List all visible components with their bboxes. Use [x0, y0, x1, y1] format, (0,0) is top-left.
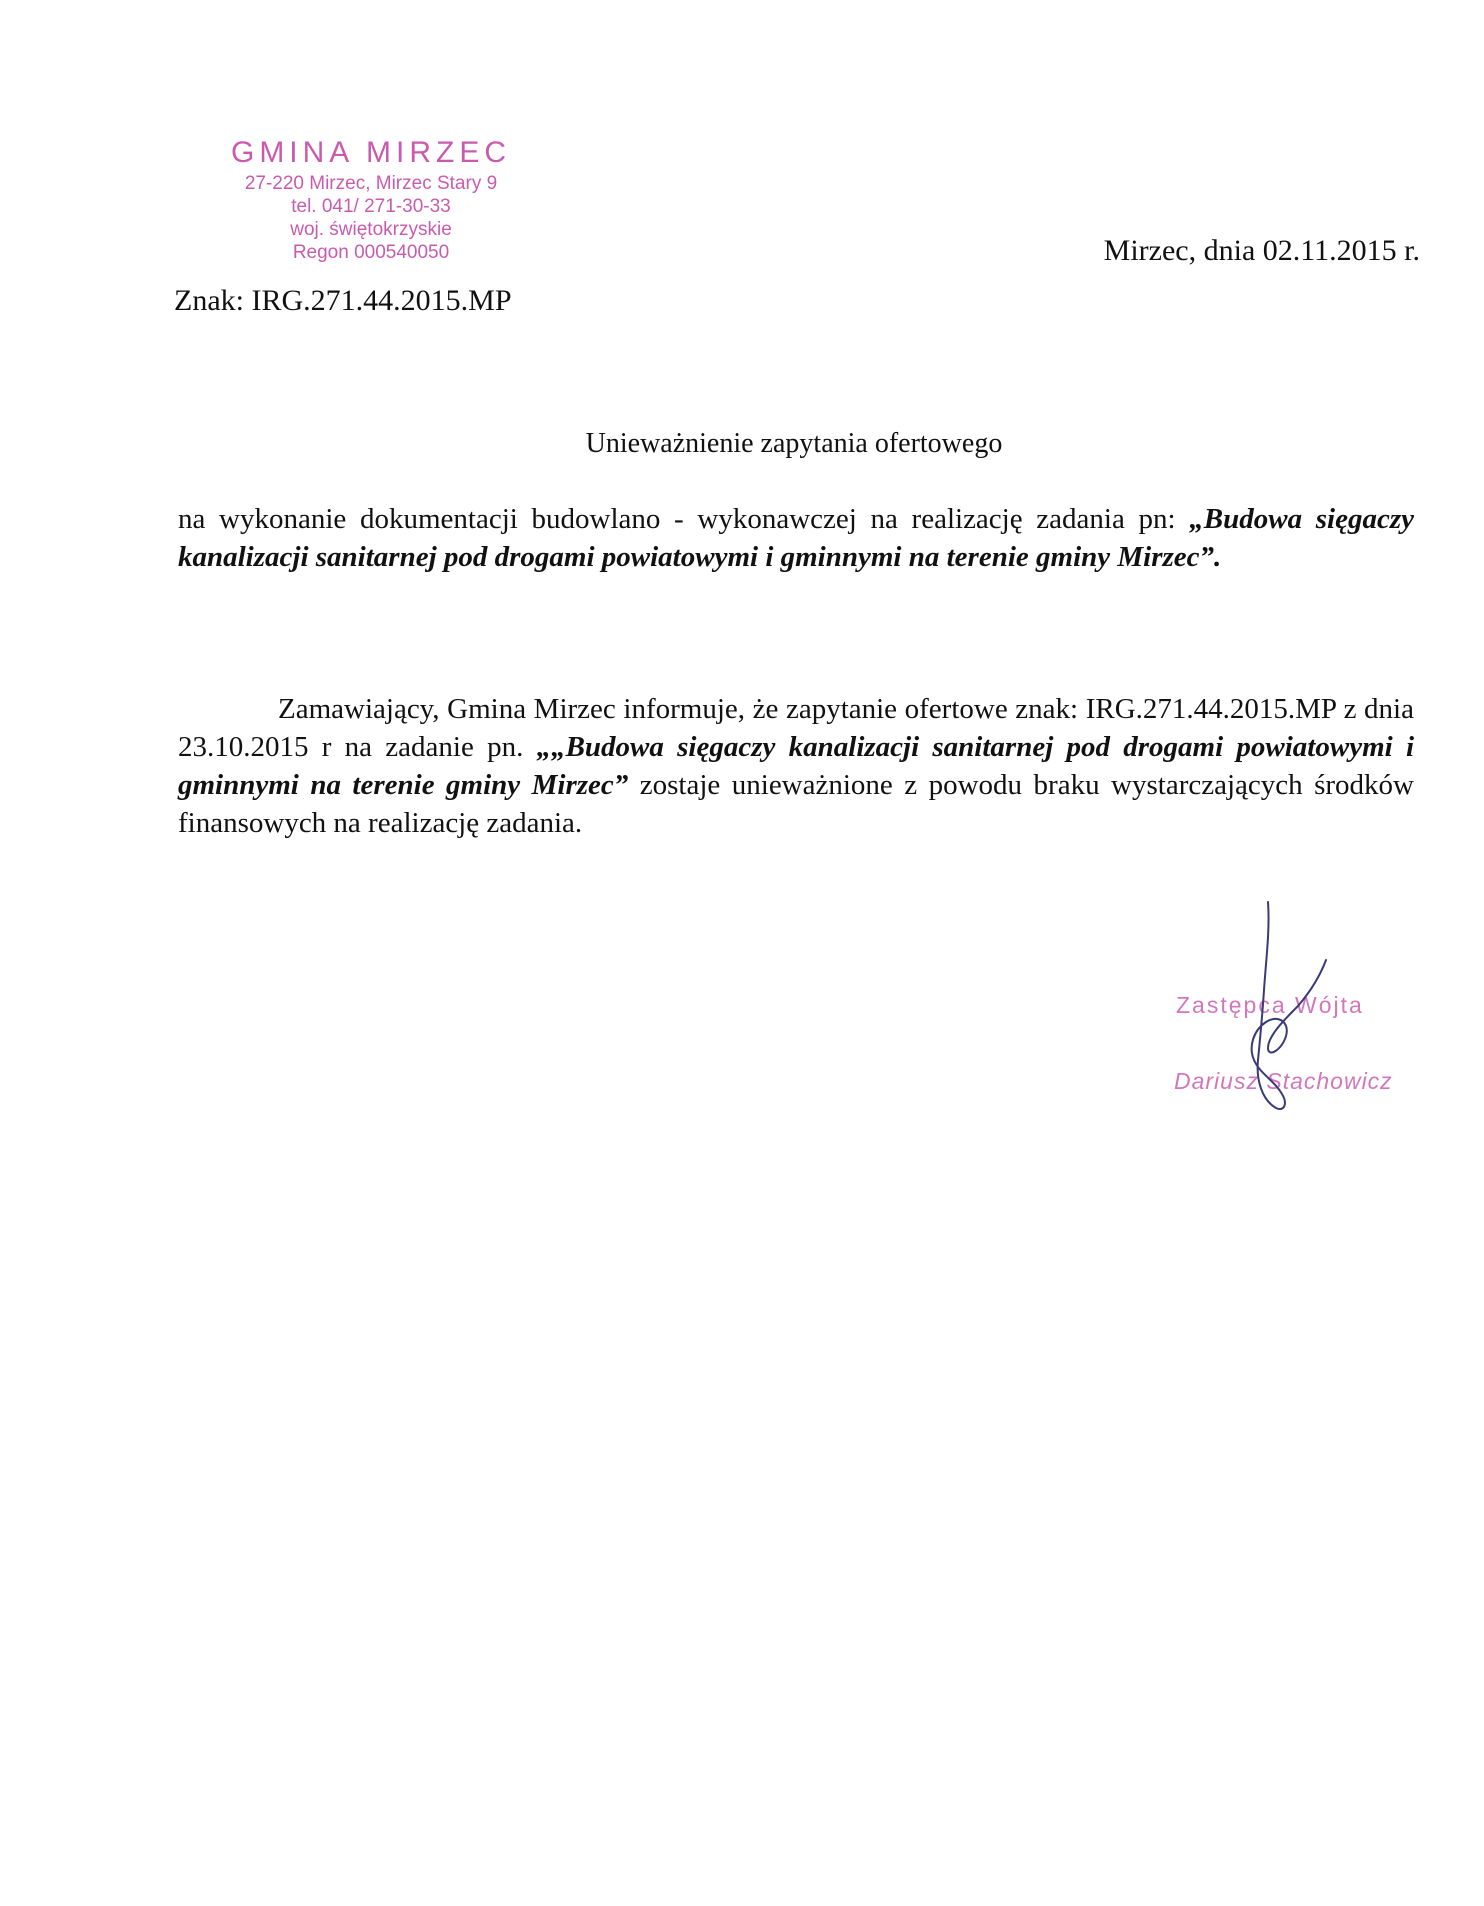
- stamp-office-name: GMINA MIRZEC: [230, 136, 511, 169]
- handwritten-signature-icon: [1150, 890, 1450, 1150]
- stamp-phone: tel. 041/ 271-30-33: [291, 196, 451, 217]
- signatory-role: Zastępca Wójta: [1176, 992, 1364, 1018]
- body-text-part1: Zamawiający, Gmina Mirzec informuje, że zapytanie ofertowe znak: IRG.271.44.2015.MP z dnia 23.10.2015 r na zadanie pn.: [178, 693, 1414, 763]
- document-title: Unieważnienie zapytania ofertowego: [585, 428, 1003, 459]
- signature-stroke: [1252, 902, 1326, 1109]
- subject-intro: na wykonanie dokumentacji budowlano - wykonawczej na realizację zadania pn:: [178, 503, 1190, 535]
- subject-paragraph: [178, 500, 1414, 576]
- office-stamp: [206, 134, 536, 264]
- stamp-voivodeship: woj. świętokrzyskie: [290, 219, 452, 240]
- document-date: Mirzec, dnia 02.11.2015 r.: [1103, 234, 1420, 267]
- body-text-part2: zostaje unieważnione z powodu braku wystarczających środków finansowych na realizację zadania.: [178, 769, 1414, 839]
- body-task-name: „„Budowa sięgaczy kanalizacji sanitarnej pod drogami powiatowymi i gminnymi na terenie gminy Mirzec”: [178, 731, 1415, 801]
- stamp-address: 27-220 Mirzec, Mirzec Stary 9: [244, 173, 498, 194]
- stamp-regon: Regon 000540050: [292, 242, 450, 263]
- signature-block: [1150, 890, 1450, 1150]
- body-paragraph: [178, 690, 1414, 842]
- reference-number: Znak: IRG.271.44.2015.MP: [174, 284, 512, 317]
- signatory-name: Dariusz Stachowicz: [1174, 1068, 1393, 1094]
- subject-task-name: „Budowa sięgaczy kanalizacji sanitarnej pod drogami powiatowymi i gminnymi na terenie gminy Mirzec”.: [178, 503, 1415, 573]
